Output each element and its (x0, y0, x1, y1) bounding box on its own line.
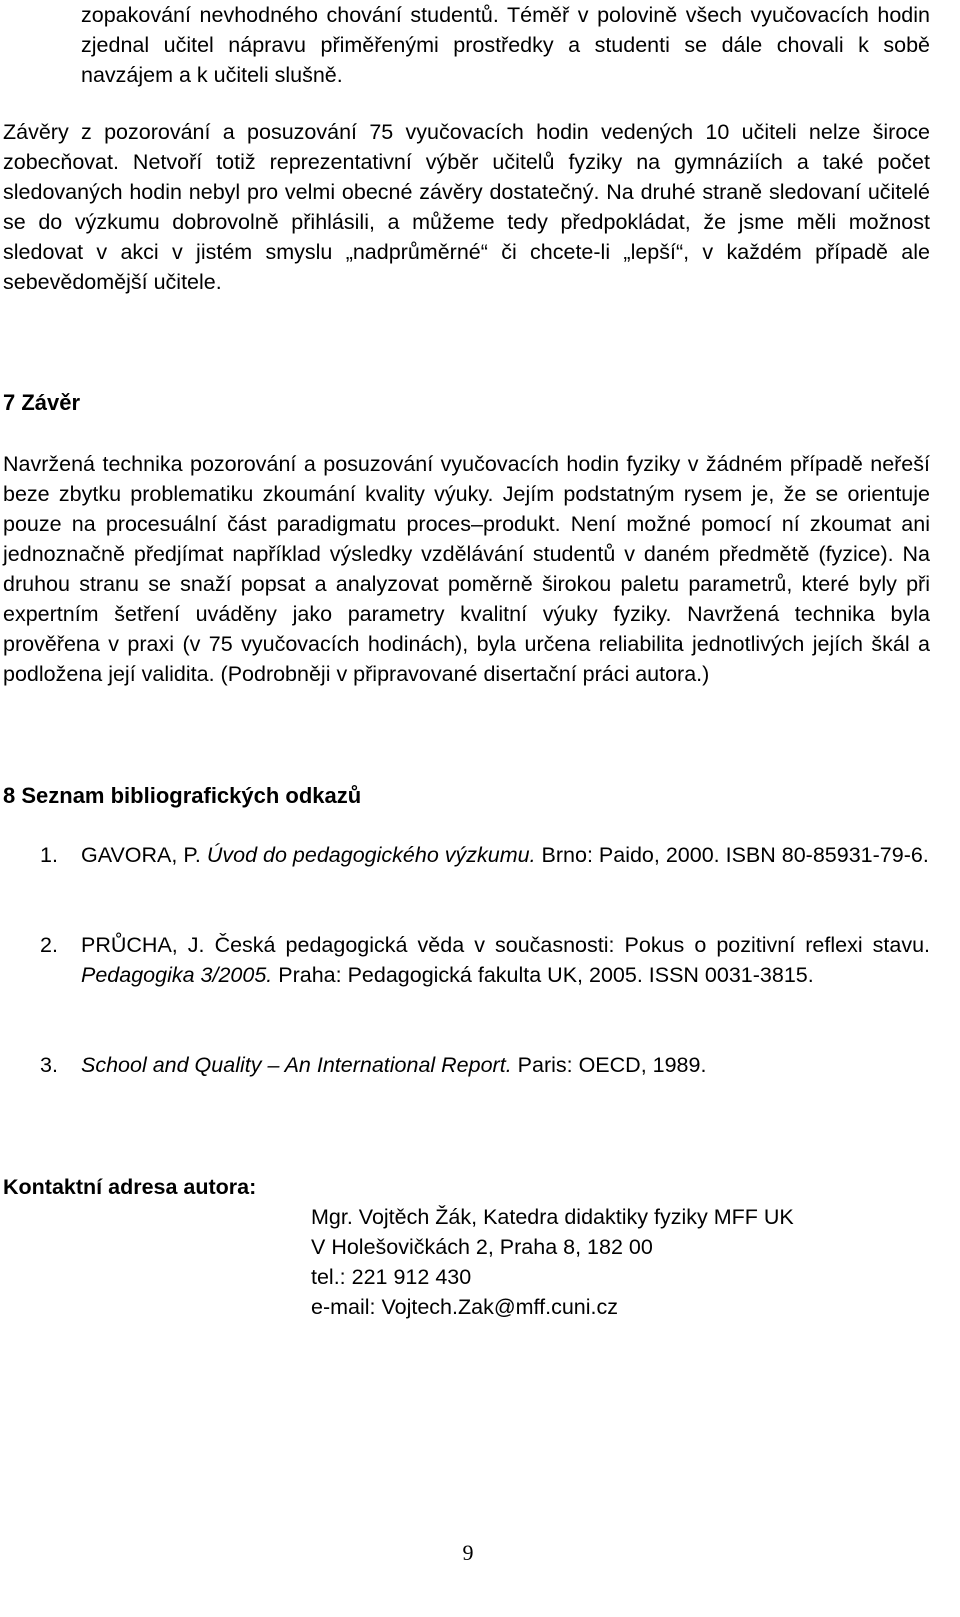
paragraph-section-7: Navržená technika pozorování a posuzování vyučovacích hodin fyziky v žádném případě neřeší beze zbytku problematiku zkoumání kvality výuky. Jejím podstatným rysem je, že se orientuje pouze na procesuální část paradigmatu proces–produkt. Není možné pomocí ní zkoumat ani jednoznačně předjímat například výsledky vzdělávání studentů v daném předmětě (fyzice). Na druhou stranu se snaží popsat a analyzovat poměrně širokou paletu parametrů, které byly při expertním šetření uváděny jako parametry kvalitní výuky fyziky. Navržená technika byla prověřena v praxi (v 75 vyučovacích hodinách), byla určena reliabilita jednotlivých jejích škál a podložena její validita. (Podrobněji v připravované disertační práci autora.) (3, 452, 930, 686)
reference-publisher: Praha: Pedagogická fakulta UK, 2005. ISSN 0031-3815. (272, 963, 814, 987)
page-number: 9 (462, 1540, 474, 1565)
reference-item (40, 930, 930, 990)
contact-email: e-mail: Vojtech.Zak@mff.cuni.cz (311, 1295, 619, 1319)
reference-title: Úvod do pedagogického výzkumu. (206, 843, 536, 867)
reference-title: Pedagogika 3/2005. (81, 963, 273, 987)
section-heading-bibliography: 8 Seznam bibliografických odkazů (3, 783, 362, 808)
reference-item (40, 1050, 930, 1080)
reference-item (40, 840, 930, 870)
reference-text (81, 930, 930, 990)
reference-number: 2. (40, 933, 58, 957)
contact-label: Kontaktní adresa autora: (3, 1175, 257, 1199)
reference-title: School and Quality – An International Report. (81, 1053, 512, 1077)
contact-address: V Holešovičkách 2, Praha 8, 182 00 (311, 1235, 653, 1259)
reference-author: GAVORA, P. (81, 843, 207, 867)
reference-author: PRŮCHA, J. Česká pedagogická věda v současnosti: Pokus o pozitivní reflexi stavu. (81, 933, 930, 957)
reference-text (81, 840, 930, 870)
reference-text (81, 1050, 930, 1080)
contact-name: Mgr. Vojtěch Žák, Katedra didaktiky fyziky MFF UK (311, 1205, 794, 1229)
section-heading-conclusion: 7 Závěr (3, 390, 81, 415)
reference-number: 1. (40, 843, 58, 867)
reference-publisher: Paris: OECD, 1989. (511, 1053, 707, 1077)
contact-phone: tel.: 221 912 430 (311, 1265, 472, 1289)
paragraph-continuation: zopakování nevhodného chování studentů. Téměř v polovině všech vyučovacích hodin zjednal učitel nápravu přiměřenými prostředky a studenti se dále chovali k sobě navzájem a k učiteli slušně. (81, 3, 930, 87)
reference-publisher: Brno: Paido, 2000. ISBN 80-85931-79-6. (535, 843, 929, 867)
paragraph-conclusions: Závěry z pozorování a posuzování 75 vyučovacích hodin vedených 10 učiteli nelze široce zobecňovat. Netvoří totiž reprezentativní výběr učitelů fyziky na gymnáziích a také počet sledovaných hodin nebyl pro velmi obecné závěry dostatečný. Na druhé straně sledovaní učitelé se do výzkumu dobrovolně přihlásili, a můžeme tedy předpokládat, že jsme měli možnost sledovat v akci v jistém smyslu „nadprůměrné“ či chcete-li „lepší“, v každém případě ale sebevědomější učitele. (3, 120, 930, 294)
reference-number: 3. (40, 1053, 58, 1077)
